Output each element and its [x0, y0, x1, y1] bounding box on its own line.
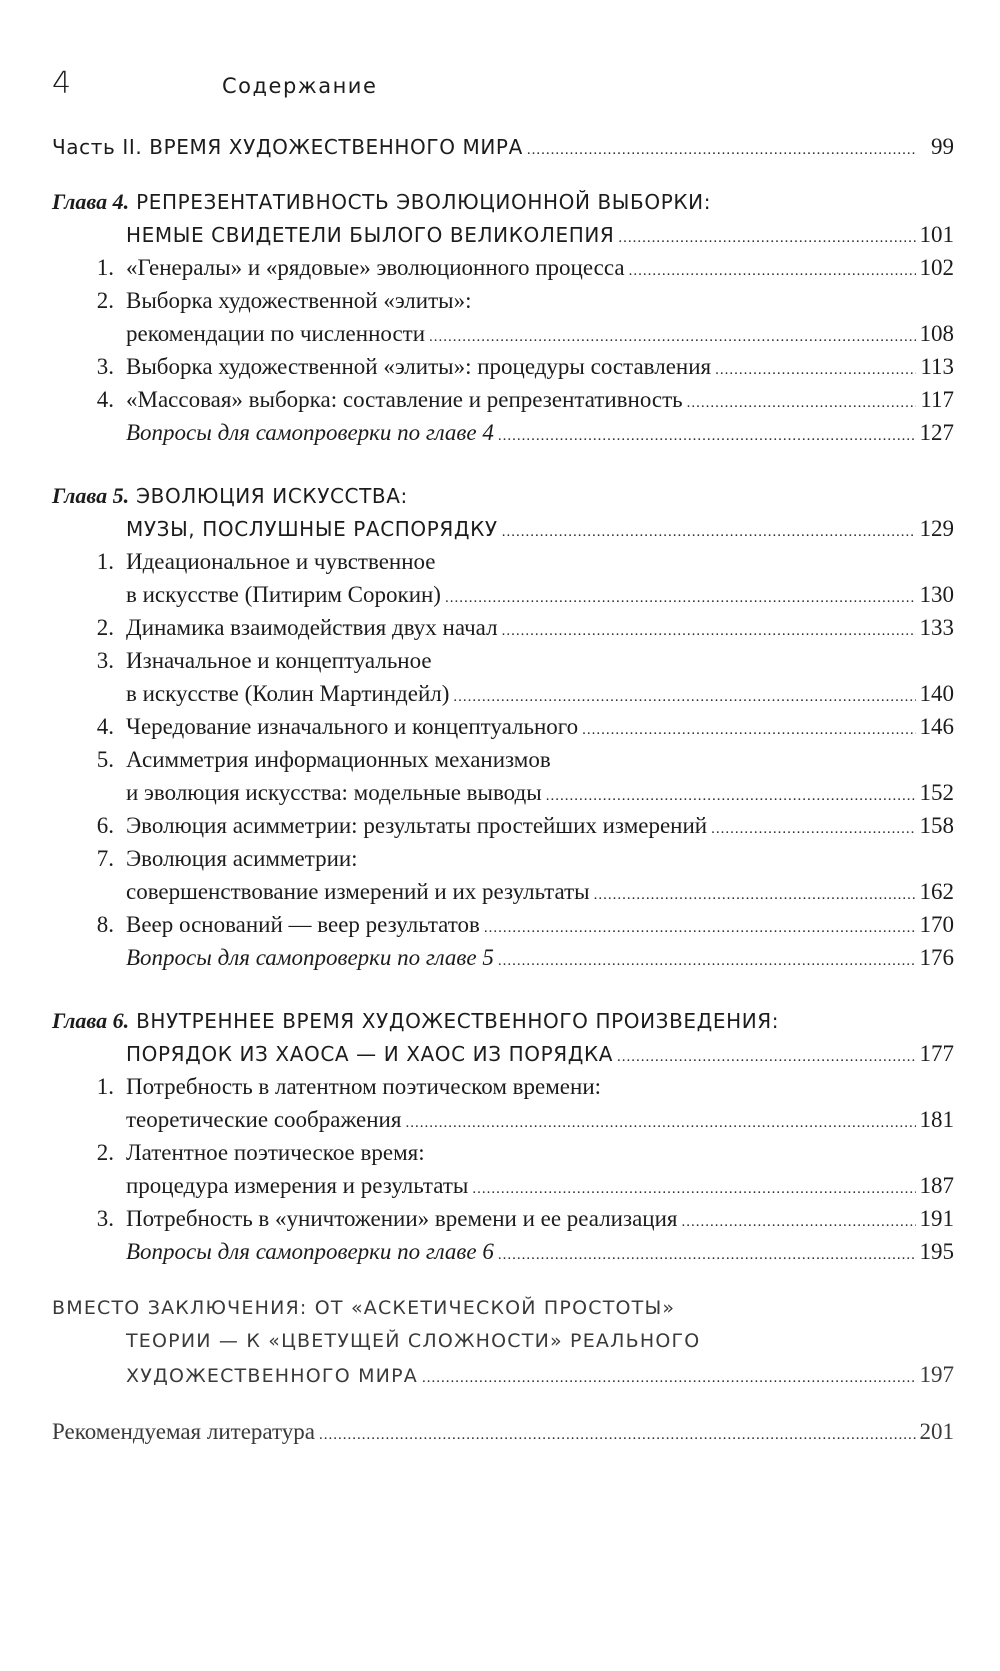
- item-number: 1.: [96, 549, 114, 574]
- item-number: 4.: [96, 387, 114, 412]
- toc-item-continuation[interactable]: [52, 677, 954, 710]
- running-title: Содержание: [222, 74, 378, 98]
- item-title-continued: теоретические соображения: [126, 1107, 402, 1132]
- page-ref: 117: [920, 387, 954, 412]
- part-title: Часть II. ВРЕМЯ ХУДОЖЕСТВЕННОГО МИРА: [52, 135, 523, 159]
- page-ref: 197: [919, 1362, 954, 1387]
- item-title-continued: рекомендации по численности: [126, 321, 426, 346]
- toc-item[interactable]: [52, 908, 954, 941]
- conclusion-line1[interactable]: [52, 1292, 954, 1325]
- questions-title: Вопросы для самопроверки по главе 4: [126, 420, 494, 445]
- toc-item[interactable]: [52, 842, 954, 875]
- questions-title: Вопросы для самопроверки по главе 6: [126, 1239, 494, 1264]
- item-text: [52, 1202, 677, 1235]
- item-title: Латентное поэтическое время:: [126, 1140, 425, 1165]
- item-title: «Массовая» выборка: составление и репрезентативность: [126, 387, 683, 412]
- toc-item[interactable]: [52, 284, 954, 317]
- item-title: «Генералы» и «рядовые» эволюционного процесса: [126, 255, 625, 280]
- item-title: Потребность в «уничтожении» времени и ее реализация: [126, 1206, 678, 1231]
- chapter-title-line2: МУЗЫ, ПОСЛУШНЫЕ РАСПОРЯДКУ: [126, 517, 498, 541]
- page-ref: 158: [919, 813, 954, 838]
- dot-leader: [498, 945, 916, 978]
- chapter-label: Глава 5.: [52, 483, 130, 508]
- toc-literature-entry[interactable]: [52, 1415, 954, 1448]
- item-number: 1.: [96, 1074, 114, 1099]
- page-ref: 140: [919, 681, 954, 706]
- toc-item[interactable]: [52, 545, 954, 578]
- item-text: [52, 710, 578, 743]
- chapter-title-line1: [52, 185, 711, 219]
- item-text: [52, 1136, 425, 1169]
- questions-title: Вопросы для самопроверки по главе 5: [126, 945, 494, 970]
- item-number: 2.: [96, 1140, 114, 1165]
- item-text: [52, 545, 436, 578]
- page-ref: 102: [919, 255, 954, 280]
- item-number: 2.: [96, 288, 114, 313]
- conclusion-line2[interactable]: [52, 1325, 954, 1358]
- item-number: 5.: [96, 747, 114, 772]
- toc-item[interactable]: [52, 383, 954, 416]
- conclusion-line3[interactable]: [52, 1358, 954, 1391]
- toc-item[interactable]: [52, 1070, 954, 1103]
- toc-item-continuation[interactable]: [52, 317, 954, 350]
- page-ref: 99: [931, 134, 954, 159]
- item-text: [52, 350, 711, 383]
- item-number: 7.: [96, 846, 114, 871]
- running-head: [52, 66, 377, 106]
- toc-item[interactable]: [52, 611, 954, 644]
- page-ref: 170: [919, 912, 954, 937]
- chapter-title-line1: [52, 479, 408, 513]
- dot-leader: [498, 420, 916, 453]
- page-ref: 201: [919, 1419, 954, 1444]
- item-text: [52, 809, 707, 842]
- page-ref: 146: [919, 714, 954, 739]
- item-title: Асимметрия информационных механизмов: [126, 747, 551, 772]
- dot-leader: [319, 1419, 916, 1452]
- chapter-heading-line1[interactable]: [52, 185, 954, 218]
- table-of-contents: [52, 130, 954, 1448]
- dot-leader: [422, 1362, 916, 1395]
- toc-item[interactable]: [52, 1202, 954, 1235]
- page-ref: 129: [919, 516, 954, 541]
- toc-item-continuation[interactable]: [52, 875, 954, 908]
- chapter-label: Глава 6.: [52, 1008, 130, 1033]
- item-title: Динамика взаимодействия двух начал: [126, 615, 498, 640]
- item-text: [52, 842, 358, 875]
- item-title: Изначальное и концептуальное: [126, 648, 432, 673]
- literature-title: Рекомендуемая литература: [52, 1419, 315, 1444]
- toc-item[interactable]: [52, 809, 954, 842]
- page-ref: 127: [919, 420, 954, 445]
- item-title: Идеациональное и чувственное: [126, 549, 436, 574]
- item-text: [52, 284, 471, 317]
- chapter-title-text: ЭВОЛЮЦИЯ ИСКУССТВА:: [136, 484, 408, 508]
- spacer: [52, 974, 954, 1004]
- item-text: [52, 644, 432, 677]
- page-ref: 176: [919, 945, 954, 970]
- item-text: [52, 251, 625, 284]
- conclusion-title-line2: ТЕОРИИ — К «ЦВЕТУЩЕЙ СЛОЖНОСТИ» РЕАЛЬНОГО: [126, 1330, 701, 1352]
- item-text: [52, 383, 683, 416]
- page-ref: 195: [919, 1239, 954, 1264]
- toc-item-continuation[interactable]: [52, 1103, 954, 1136]
- chapter-title-line2: ПОРЯДОК ИЗ ХАОСА — И ХАОС ИЗ ПОРЯДКА: [126, 1042, 614, 1066]
- item-number: 3.: [96, 354, 114, 379]
- page-ref: 177: [919, 1041, 954, 1066]
- chapter-5: [52, 479, 954, 974]
- item-title: Эволюция асимметрии: результаты простейших измерений: [126, 813, 708, 838]
- item-number: 4.: [96, 714, 114, 739]
- toc-questions[interactable]: [52, 416, 954, 449]
- chapter-heading-line2[interactable]: [52, 512, 954, 545]
- page-ref: 181: [919, 1107, 954, 1132]
- toc-questions[interactable]: [52, 1235, 954, 1268]
- dot-leader: [498, 1239, 916, 1272]
- spacer: [52, 449, 954, 479]
- chapter-title-line1: [52, 1004, 779, 1038]
- page-ref: 191: [919, 1206, 954, 1231]
- item-number: 3.: [96, 1206, 114, 1231]
- page-ref: 113: [920, 354, 954, 379]
- toc-item[interactable]: [52, 251, 954, 284]
- conclusion-title-line1: ВМЕСТО ЗАКЛЮЧЕНИЯ: ОТ «АСКЕТИЧЕСКОЙ ПРОСТОТЫ»: [52, 1297, 676, 1319]
- dot-leader: [527, 134, 916, 167]
- page-ref: 162: [919, 879, 954, 904]
- item-title: Эволюция асимметрии:: [126, 846, 358, 871]
- page-ref: 130: [919, 582, 954, 607]
- item-text: [52, 1070, 601, 1103]
- page-ref: 133: [919, 615, 954, 640]
- page-ref: 152: [919, 780, 954, 805]
- item-title-continued: процедура измерения и результаты: [126, 1173, 469, 1198]
- toc-questions[interactable]: [52, 941, 954, 974]
- toc-item[interactable]: [52, 710, 954, 743]
- page-ref: 101: [919, 222, 954, 247]
- item-number: 3.: [96, 648, 114, 673]
- item-title: Потребность в латентном поэтическом времени:: [126, 1074, 602, 1099]
- conclusion-title-line3: ХУДОЖЕСТВЕННОГО МИРА: [126, 1365, 418, 1387]
- item-title-continued: и эволюция искусства: модельные выводы: [126, 780, 542, 805]
- toc-item[interactable]: [52, 644, 954, 677]
- toc-item-continuation[interactable]: [52, 578, 954, 611]
- toc-part-entry[interactable]: [52, 130, 954, 163]
- item-title-continued: совершенствование измерений и их результаты: [126, 879, 590, 904]
- toc-item-continuation[interactable]: [52, 776, 954, 809]
- chapter-heading-line2[interactable]: [52, 218, 954, 251]
- item-title: Веер оснований — веер результатов: [126, 912, 480, 937]
- chapter-heading-line2[interactable]: [52, 1037, 954, 1070]
- chapter-label: Глава 4.: [52, 189, 130, 214]
- chapter-heading-line1[interactable]: [52, 479, 954, 512]
- chapter-title-text: ВНУТРЕННЕЕ ВРЕМЯ ХУДОЖЕСТВЕННОГО ПРОИЗВЕДЕНИЯ:: [136, 1009, 780, 1033]
- chapter-heading-line1[interactable]: [52, 1004, 954, 1037]
- page-ref: 187: [919, 1173, 954, 1198]
- item-text: [52, 908, 480, 941]
- chapter-4: [52, 185, 954, 449]
- item-title: Выборка художественной «элиты»: процедуры составления: [126, 354, 712, 379]
- item-number: 1.: [96, 255, 114, 280]
- page-ref: 108: [919, 321, 954, 346]
- item-text: [52, 743, 551, 776]
- conclusion: [52, 1292, 954, 1391]
- chapter-title-text: РЕПРЕЗЕНТАТИВНОСТЬ ЭВОЛЮЦИОННОЙ ВЫБОРКИ:: [136, 190, 712, 214]
- page-number: 4: [52, 66, 72, 101]
- item-title-continued: в искусстве (Питирим Сорокин): [126, 582, 441, 607]
- toc-item[interactable]: [52, 350, 954, 383]
- item-title: Чередование изначального и концептуального: [126, 714, 579, 739]
- toc-item-continuation[interactable]: [52, 1169, 954, 1202]
- item-title: Выборка художественной «элиты»:: [126, 288, 472, 313]
- item-number: 6.: [96, 813, 114, 838]
- chapter-6: [52, 1004, 954, 1268]
- item-number: 8.: [96, 912, 114, 937]
- toc-item[interactable]: [52, 1136, 954, 1169]
- item-title-continued: в искусстве (Колин Мартиндейл): [126, 681, 450, 706]
- item-number: 2.: [96, 615, 114, 640]
- toc-item[interactable]: [52, 743, 954, 776]
- item-text: [52, 611, 498, 644]
- chapter-title-line2: НЕМЫЕ СВИДЕТЕЛИ БЫЛОГО ВЕЛИКОЛЕПИЯ: [126, 223, 615, 247]
